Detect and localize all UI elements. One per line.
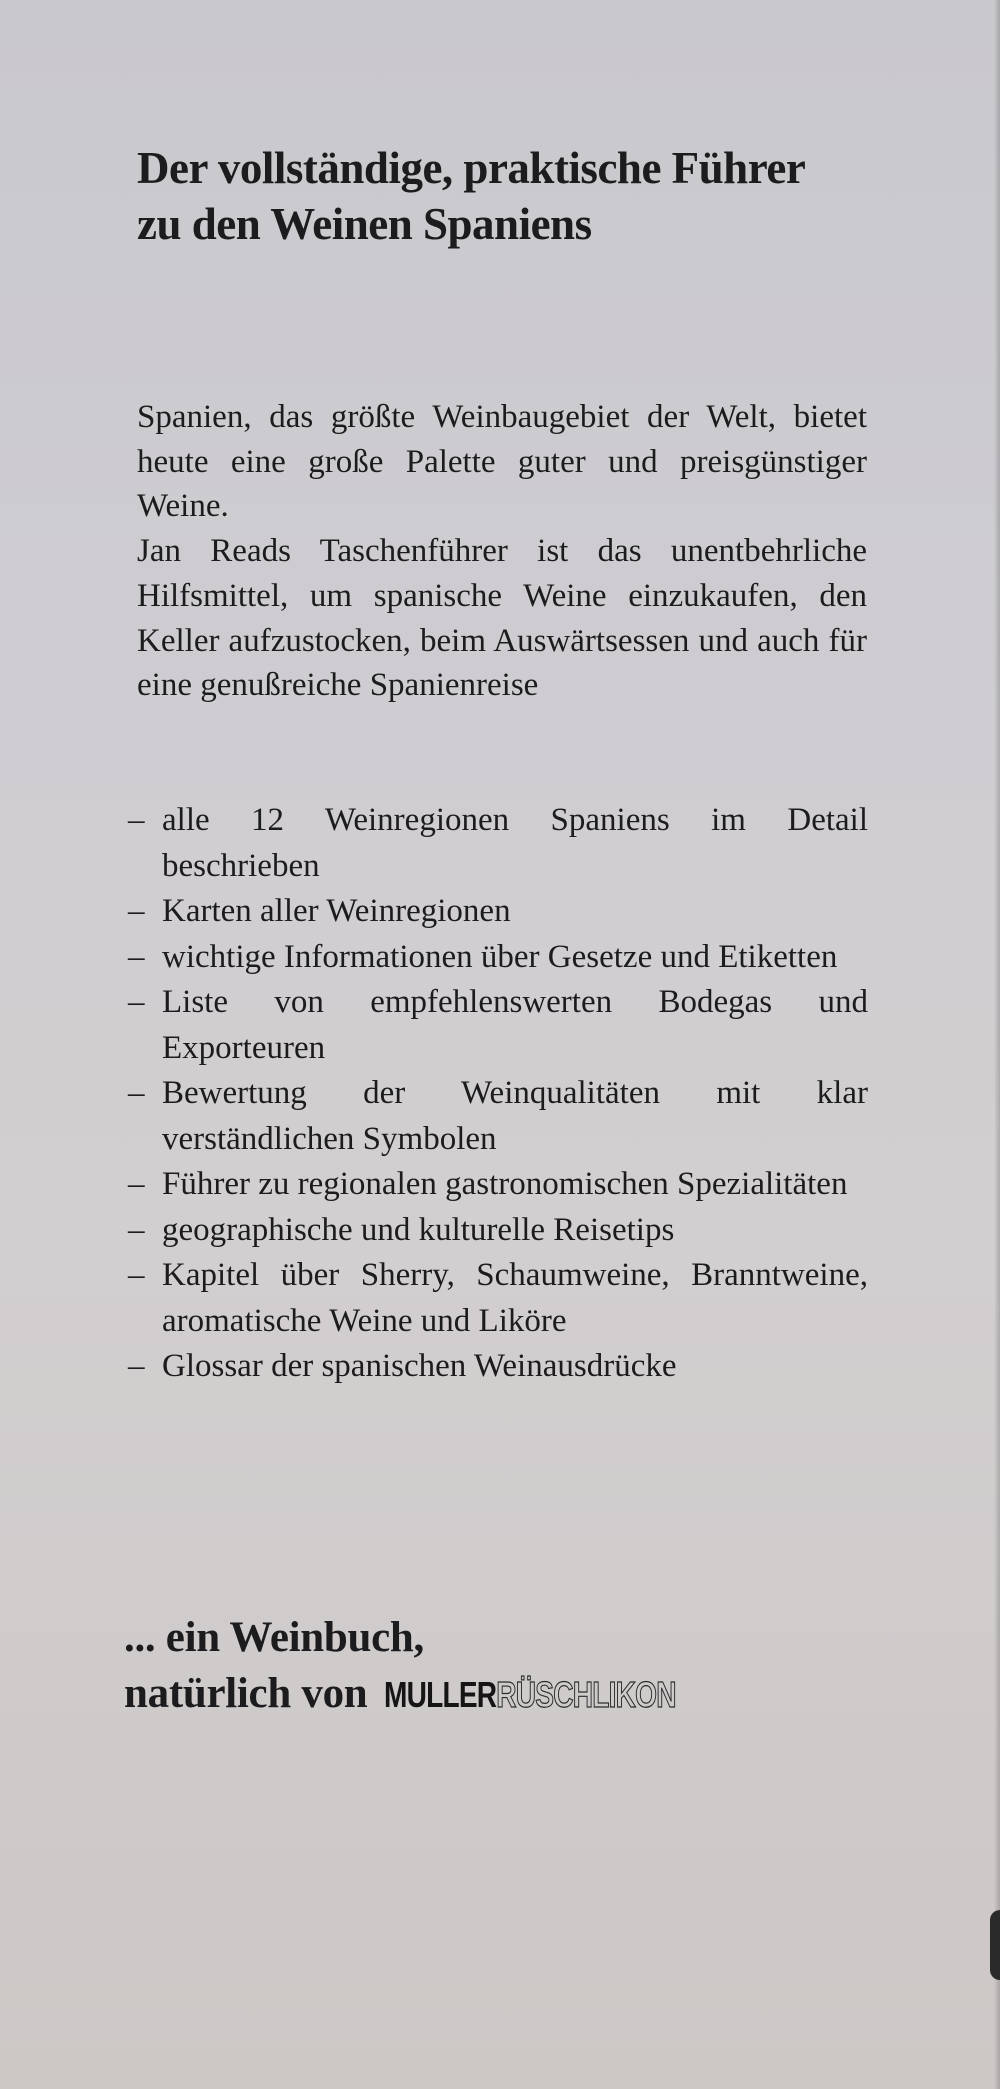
title-line-2: zu den Weinen Spaniens bbox=[137, 199, 592, 249]
publisher-logo bbox=[384, 1667, 676, 1723]
dash-bullet: – bbox=[128, 1166, 145, 1202]
closing-tagline bbox=[124, 1610, 884, 1723]
list-item-text: Führer zu regionalen gastronomischen Spezialitäten bbox=[162, 1166, 848, 1202]
dash-bullet: – bbox=[128, 984, 145, 1020]
list-item bbox=[128, 1253, 868, 1344]
list-item bbox=[128, 1071, 868, 1162]
list-item-text: geographische und kulturelle Reisetips bbox=[162, 1211, 675, 1248]
publisher-logo-muller: MULLER bbox=[383, 1674, 497, 1715]
feature-list bbox=[128, 798, 868, 1390]
title-line-1: Der vollständige, praktische Führer bbox=[137, 143, 806, 193]
page-title bbox=[137, 140, 897, 252]
dash-bullet: – bbox=[128, 1257, 145, 1293]
list-item-text: Bewertung der Weinqualitäten mit klar verständlichen Symbolen bbox=[162, 1075, 868, 1157]
intro-text bbox=[137, 395, 867, 708]
list-item bbox=[128, 889, 868, 935]
dash-bullet: – bbox=[128, 893, 145, 929]
list-item bbox=[128, 1162, 868, 1208]
publisher-logo-rueschlikon: RÜSCHLIKON bbox=[496, 1674, 676, 1715]
dash-bullet: – bbox=[128, 938, 145, 975]
list-item bbox=[128, 1208, 868, 1254]
list-item bbox=[128, 980, 868, 1071]
closing-line-2 bbox=[124, 1666, 884, 1723]
list-item-text: alle 12 Weinregionen Spaniens im Detail beschrieben bbox=[162, 802, 868, 884]
dash-bullet: – bbox=[128, 1348, 145, 1384]
dash-bullet: – bbox=[128, 1075, 145, 1111]
cover-edge-shadow bbox=[994, 0, 1000, 2089]
closing-line-2-text: natürlich von bbox=[124, 1670, 368, 1717]
intro-paragraph-2: Jan Reads Taschenführer ist das unentbehrliche Hilfsmittel, um spanische Weine einzukaufen, den Keller aufzustocken, beim Auswärtsessen und auch für eine genußreiche Spanienreise bbox=[137, 533, 867, 704]
list-item-text: Kapitel über Sherry, Schaumweine, Branntweine, aromatische Weine und Liköre bbox=[162, 1257, 868, 1339]
list-item bbox=[128, 935, 868, 981]
closing-line-1: ... ein Weinbuch, bbox=[124, 1614, 424, 1661]
cover-edge-mark bbox=[990, 1910, 1000, 1980]
list-item-text: wichtige Informationen über Gesetze und Etiketten bbox=[162, 938, 838, 975]
list-item-text: Karten aller Weinregionen bbox=[162, 893, 511, 929]
list-item bbox=[128, 798, 868, 889]
list-item bbox=[128, 1344, 868, 1390]
list-item-text: Glossar der spanischen Weinausdrücke bbox=[162, 1348, 677, 1384]
list-item-text: Liste von empfehlenswerten Bodegas und Exporteuren bbox=[162, 984, 868, 1066]
dash-bullet: – bbox=[128, 802, 145, 838]
intro-paragraph-1: Spanien, das größte Weinbaugebiet der Welt, bietet heute eine große Palette guter und preisgünstiger Weine. bbox=[137, 399, 867, 525]
dash-bullet: – bbox=[128, 1211, 145, 1248]
